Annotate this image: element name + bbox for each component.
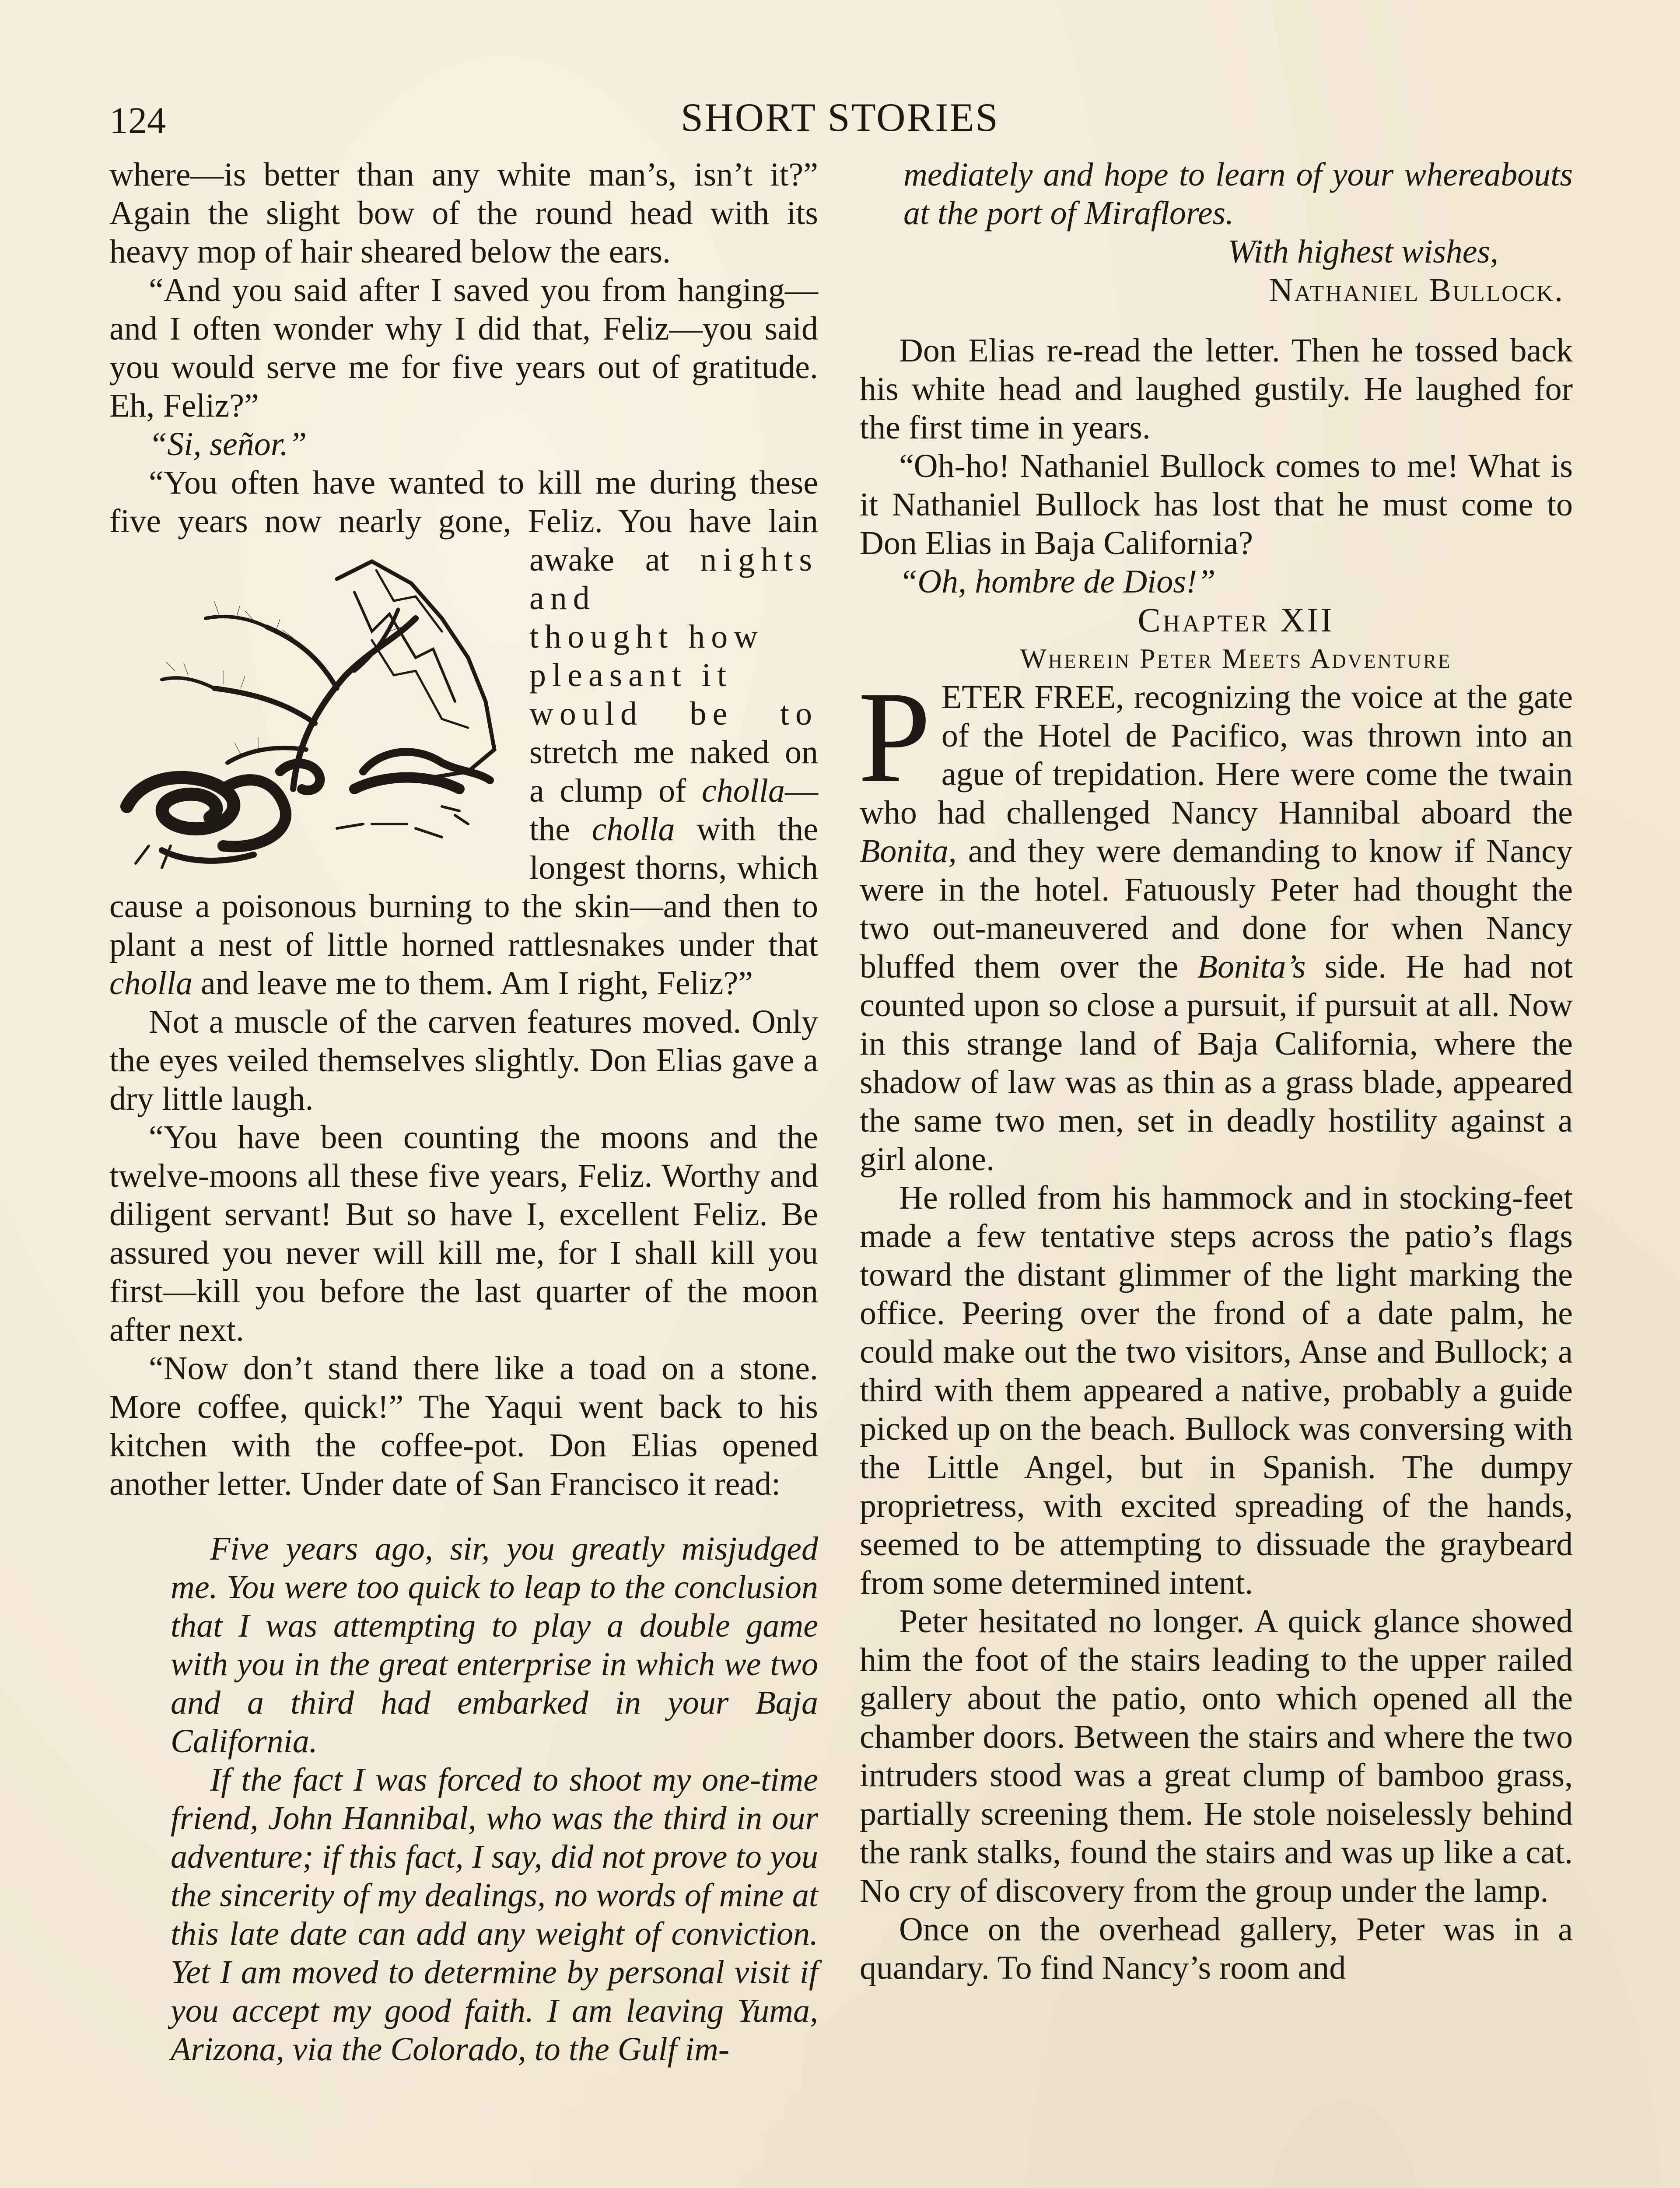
text-run: with the longest thorns, which cause a poisonous burning to the skin—and then to plant a nest of little horned rattlesnakes under that [109,811,818,963]
text-run: ETER FREE, [941,679,1124,715]
page-header [109,94,1571,147]
text-run: cholla [109,965,192,1002]
paragraph: Once on the overhead gallery, Peter was in a quandary. To find Nancy’s room and [860,1911,1573,1986]
text-run: stretch me naked on a clump of [529,734,818,809]
text-run: cholla [702,772,785,809]
text-run: —the [529,772,818,848]
text-run: would be to [529,695,818,732]
paragraph: He rolled from his hammock and in stocking-feet made a few tentative steps across the patio’s flags toward the distant glimmer of the light marking the office. Peering over the frond of a date palm, he could make out the two visitors, Anse and Bullock; a third with them appeared a native, probably a guide picked up on the beach. Bullock was conversing with the Little Angel, but in Spanish. The dumpy proprietress, with excited spreading of the hands, seemed to be attempting to dissuade the graybeard from some determined intent. [860,1179,1573,1601]
paragraph [109,463,818,1003]
paragraph [858,664,1573,1178]
paragraph: Not a muscle of the carven features moved. Only the eyes veiled themselves slightly. Don Elias gave a dry little laugh. [109,1003,818,1117]
paragraph: “Oh, hombre de Dios!” [899,563,1216,600]
text-run: cholla [592,811,675,848]
text-run: recognizing the voice at the gate of the Hotel de Pacifico, was thrown into an ague of trepidation. Here were come the twain who had challenged Nancy Hannibal aboard the [860,679,1573,831]
chapter-subtitle: Wherein Peter Meets Adventure [1020,643,1452,674]
right-column [860,155,1573,1987]
paragraph: Peter hesitated no longer. A quick glance showed him the foot of the stairs leading to the upper railed gallery about the patio, onto which opened all the chamber doors. Between the stairs and where the two intruders stood was a great clump of bamboo grass, partially screening them. He stole noiselessly behind the rank stalks, found the stairs and was up like a cat. No cry of discovery from the group under the lamp. [860,1603,1573,1909]
letter-paragraph: mediately and hope to learn of your whereabouts at the port of Miraflores. [903,156,1573,231]
paragraph: where—is better than any white man’s, isn’t it?” Again the slight bow of the round head with its heavy mop of hair sheared below the ears. [109,156,818,270]
paragraph: “Oh-ho! Nathaniel Bullock comes to me! What is it Nathaniel Bullock has lost that he must come to Don Elias in Baja California? [860,448,1573,561]
rattlesnake-cholla-illustration [109,544,516,877]
paragraph: “You have been counting the moons and the twelve-moons all these five years, Feliz. Worthy and diligent servant! But so have I, excellent Feliz. Be assured you never will kill me, for I shall kill you first—kill you before the last quarter of the moon after next. [109,1119,818,1348]
chapter-title: Chapter XII [1138,601,1334,639]
letter-paragraph: Five years ago, sir, you greatly misjudged me. You were too quick to leap to the conclusion that I was attempting to play a double game with you in the great enterprise in which we two and a third had embarked in your Baja California. [171,1530,818,1760]
text-run: thought how [529,618,764,655]
letter-paragraph: If the fact I was forced to shoot my one-time friend, John Hannibal, who was the third in our adventure; if this fact, I say, did not prove to you the sincerity of my dealings, no words of mine at this late date can add any weight of conviction. Yet I am moved to determine by personal visit if you accept my good faith. I am leaving Yuma, Arizona, via the Colorado, to the Gulf im- [171,1761,818,2068]
letter-signature: Nathaniel Bullock. [1269,272,1564,309]
letter-closing: With highest wishes, [1228,233,1498,270]
text-run: side. He had not counted upon so close a pursuit, if pursuit at all. Now in this strange land of Baja California, where the shadow of law was as thin as a grass blade, appeared the same two men, set in deadly hostility against a girl alone. [860,948,1573,1178]
quoted-letter-continued [860,155,1573,271]
left-column [109,155,818,2069]
text-run: and leave me to them. Am I right, Feliz?” [200,965,753,1002]
drop-cap: P [858,664,931,810]
text-run: pleasant it [529,657,733,694]
paragraph: “Now don’t stand there like a toad on a stone. More coffee, quick!” The Yaqui went back to his kitchen with the coffee-pot. Don Elias opened another letter. Under date of San Francisco it read: [109,1350,818,1502]
text-run: nights and [529,541,818,617]
paragraph: “Si, señor.” [149,426,307,463]
running-head: SHORT STORIES [681,95,999,140]
quoted-letter [109,1529,818,2069]
paragraph: “And you said after I saved you from hanging—and I often wonder why I did that, Feliz—you said you would serve me for five years out of gratitude. Eh, Feliz?” [109,272,818,424]
text-run: “You often have wanted to kill me during these five years now nearly gone, Feliz. You have lain awake at [109,464,818,578]
page-number: 124 [109,99,166,141]
text-run: Bonita, [860,833,957,870]
paragraph: Don Elias re-read the letter. Then he tossed back his white head and laughed gustily. He laughed for the first time in years. [860,332,1573,446]
text-run: Bonita’s [1197,948,1306,985]
text-run: and they were demanding to know if Nancy were in the hotel. Fatuously Peter had thought the two out-maneuvered and done for when Nancy bluffed them over the [860,833,1573,985]
